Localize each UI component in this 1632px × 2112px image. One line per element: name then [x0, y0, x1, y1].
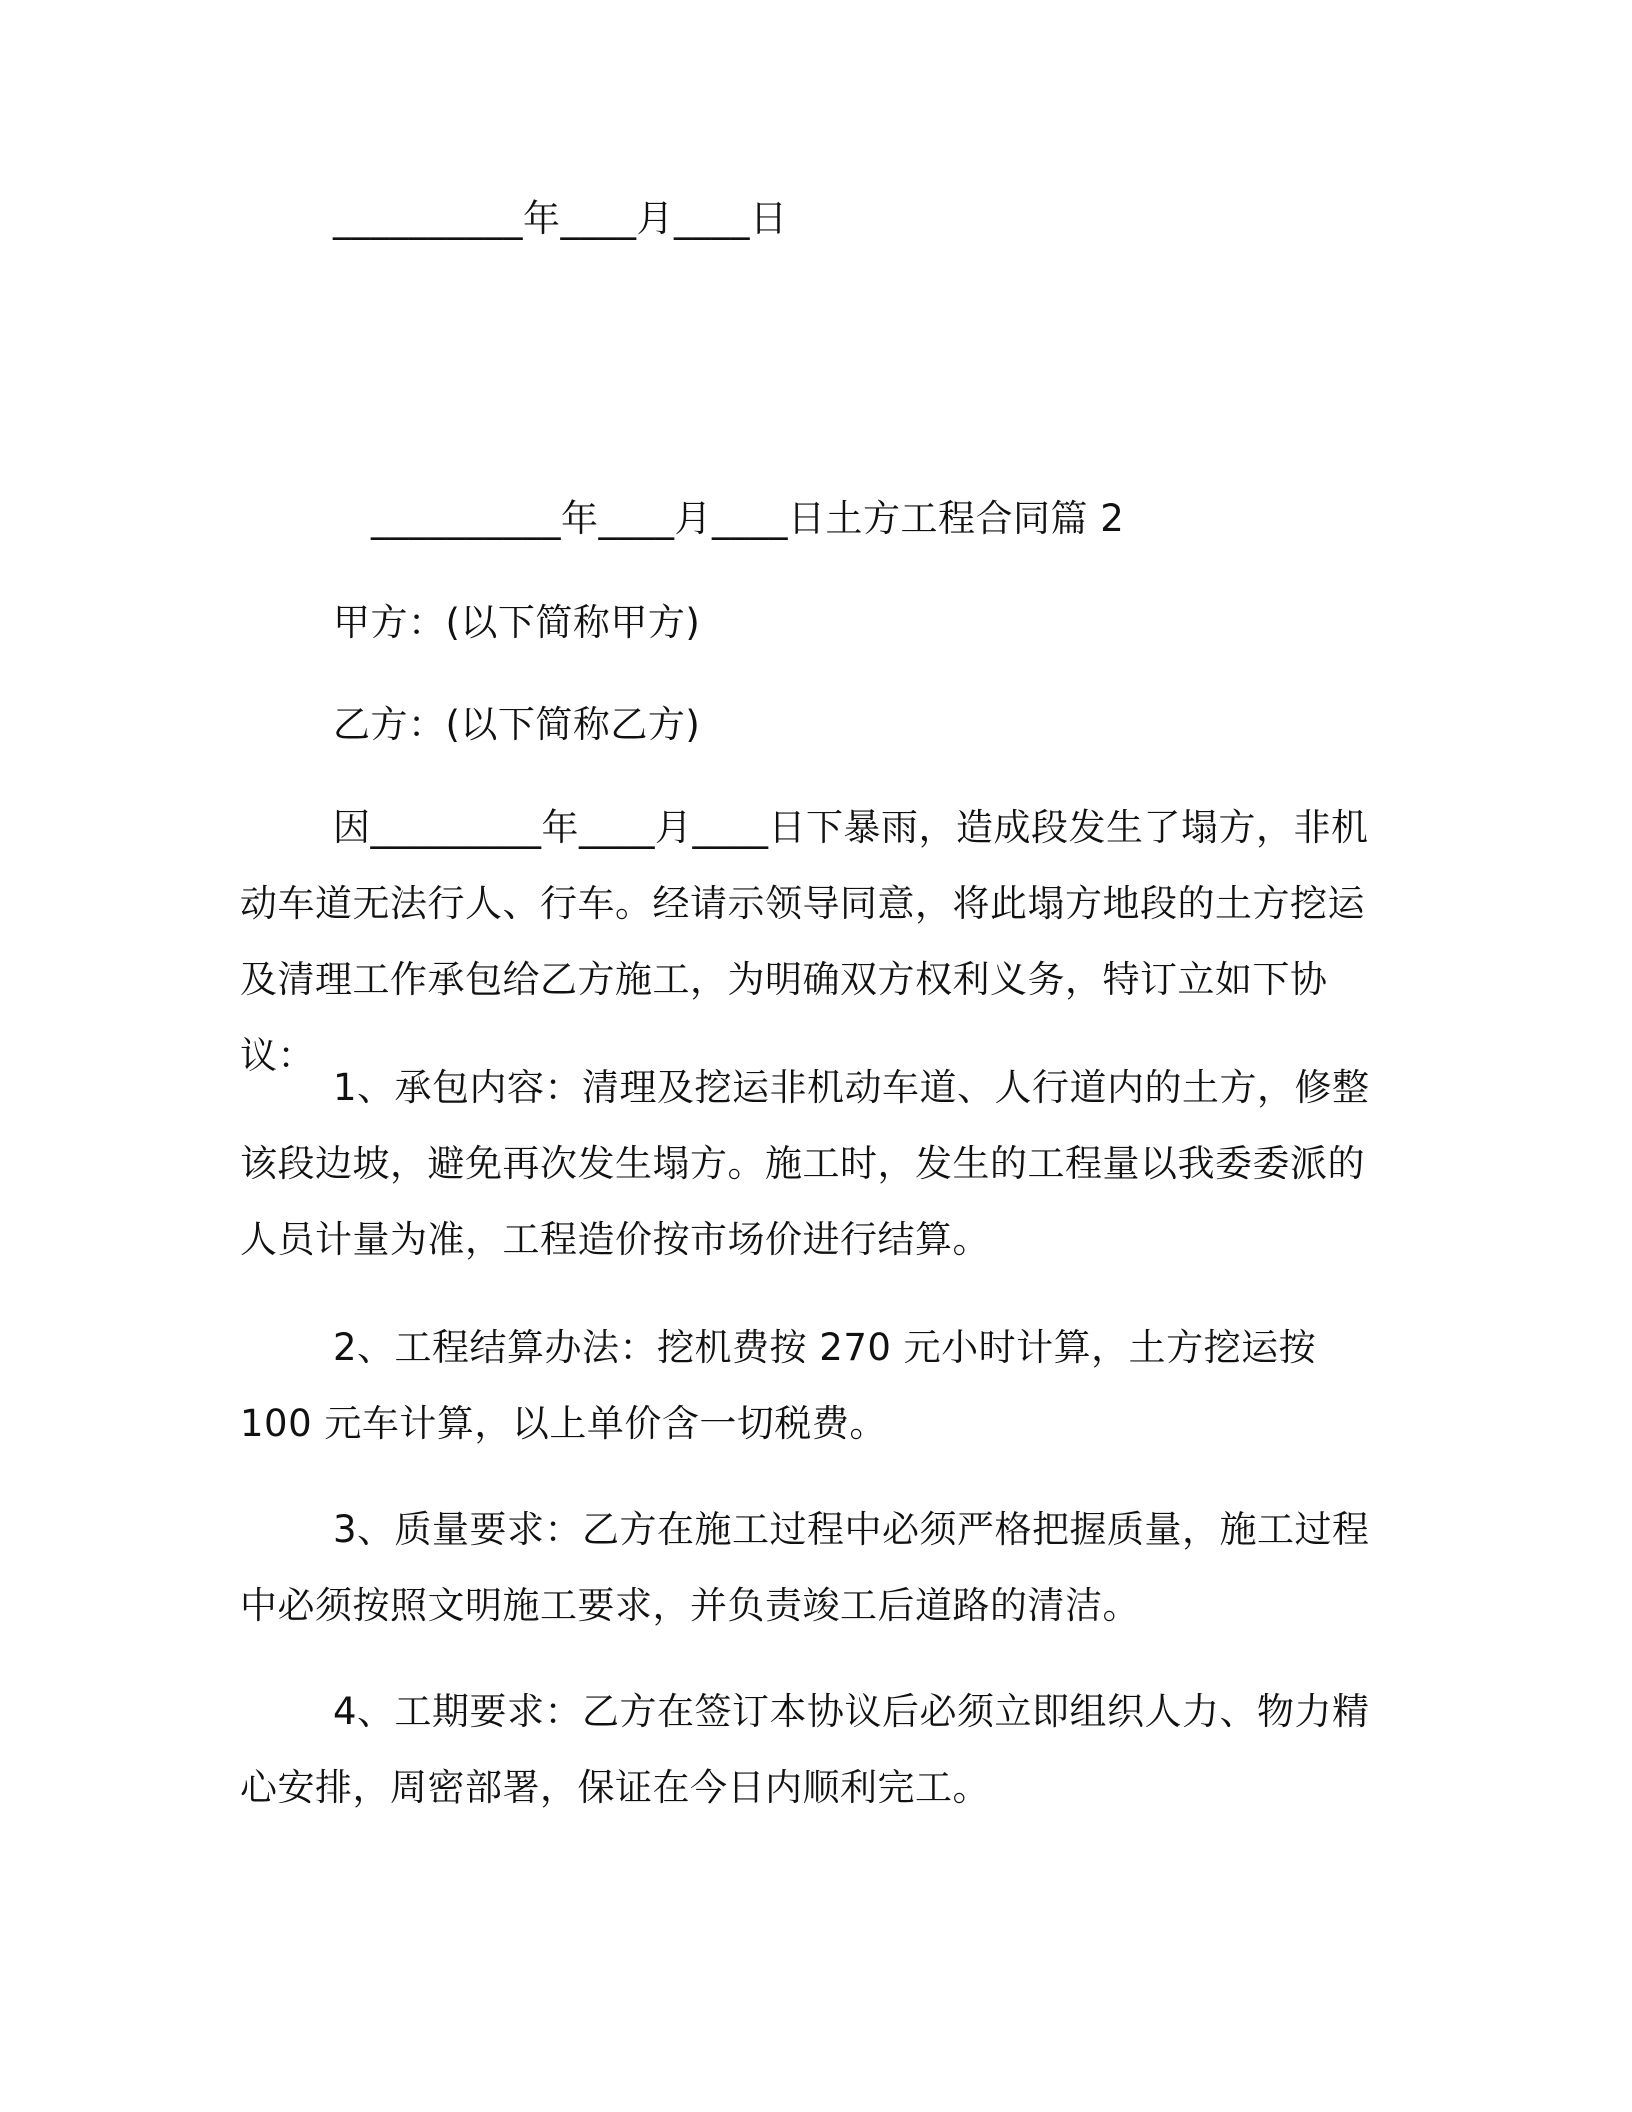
intro-paragraph: 因_________年____月____日下暴雨，造成段发生了塌方，非机动车道无法行人、行车。经请示领导同意，将此塌方地段的土方挖运及清理工作承包给乙方施工，为明确双方权利义务，特订立如下协议：	[240, 806, 1369, 1077]
clause-2-paragraph: 2、工程结算办法：挖机费按 270 元小时计算，土方挖运按 100 元车计算，以上单价含一切税费。	[240, 1326, 1317, 1445]
clause-1-paragraph: 1、承包内容：清理及挖运非机动车道、人行道内的土方，修整该段边坡，避免再次发生塌方。施工时，发生的工程量以我委委派的人员计量为准，工程造价按市场价进行结算。	[240, 1066, 1370, 1261]
clause-3-paragraph: 3、质量要求：乙方在施工过程中必须严格把握质量，施工过程中必须按照文明施工要求，并负责竣工后道路的清洁。	[240, 1508, 1370, 1627]
date-line: __________年____月____日	[333, 197, 788, 240]
contract-title: __________年____月____日土方工程合同篇 2	[371, 497, 1125, 540]
clause-4-paragraph: 4、工期要求：乙方在签订本协议后必须立即组织人力、物力精心安排，周密部署，保证在今日内顺利完工。	[240, 1690, 1370, 1809]
party-b-line: 乙方：(以下简称乙方)	[333, 703, 701, 746]
party-a-line: 甲方：(以下简称甲方)	[333, 601, 701, 644]
